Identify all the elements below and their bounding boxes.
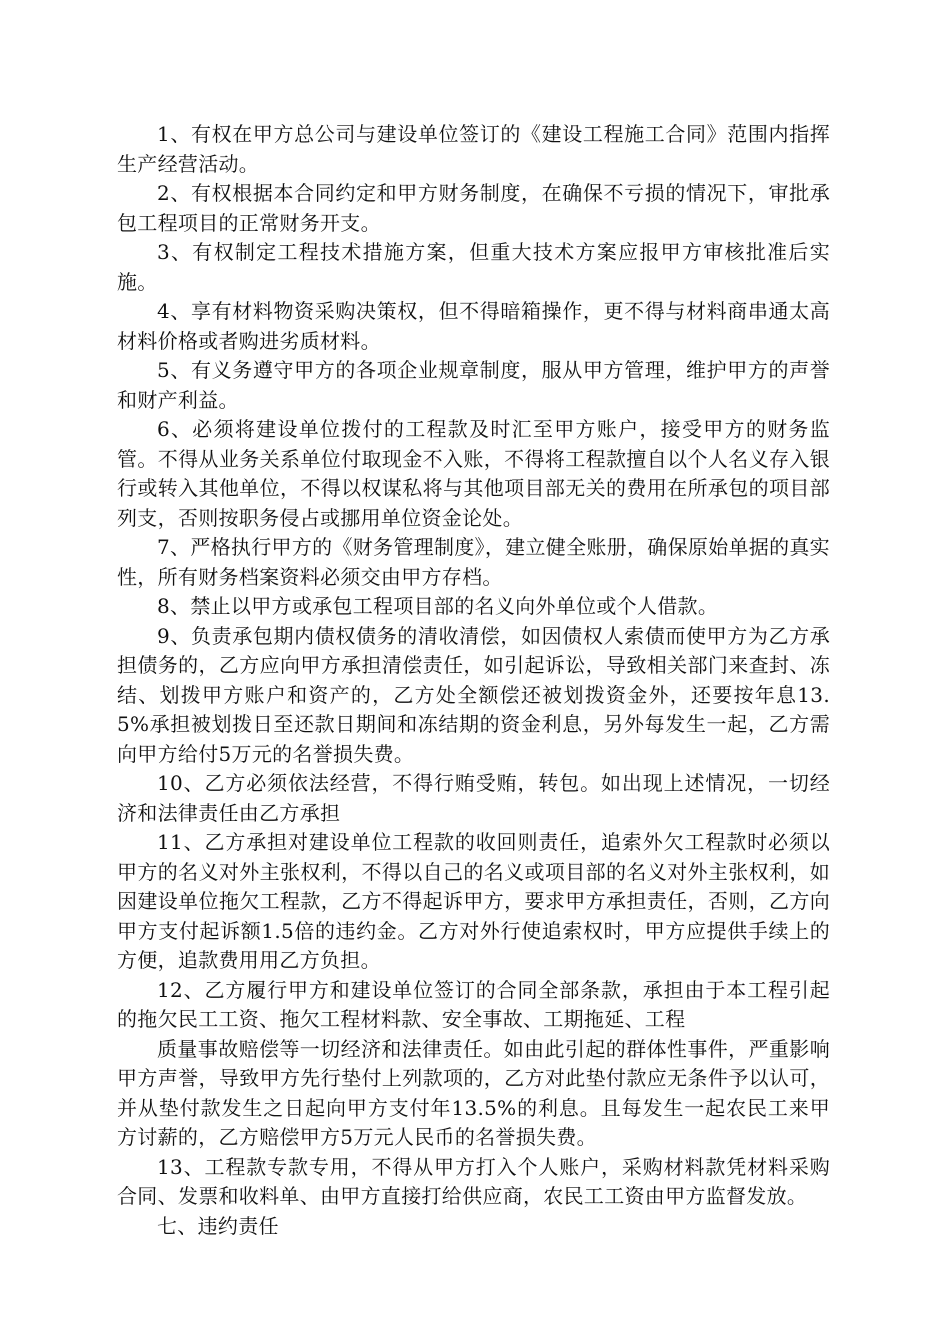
document-body — [117, 120, 830, 1241]
paragraph-2: 2、有权根据本合同约定和甲方财务制度，在确保不亏损的情况下，审批承包工程项目的正常财务开支。 — [117, 181, 830, 235]
paragraph-1: 1、有权在甲方总公司与建设单位签订的《建设工程施工合同》范围内指挥生产经营活动。 — [117, 122, 830, 176]
paragraph-5: 5、有义务遵守甲方的各项企业规章制度，服从甲方管理，维护甲方的声誉和财产利益。 — [117, 358, 830, 412]
paragraph-3: 3、有权制定工程技术措施方案，但重大技术方案应报甲方审核批准后实施。 — [117, 240, 830, 294]
paragraph-6: 6、必须将建设单位拨付的工程款及时汇至甲方账户，接受甲方的财务监管。不得从业务关系单位付取现金不入账，不得将工程款擅自以个人名义存入银行或转入其他单位，不得以权谋私将与其他项目部无关的费用在所承包的项目部列支，否则按职务侵占或挪用单位资金论处。 — [117, 417, 830, 530]
section-heading-breach-liability: 七、违约责任 — [157, 1213, 279, 1238]
paragraph-13: 13、工程款专款专用，不得从甲方打入个人账户，采购材料款凭材料采购合同、发票和收料单、由甲方直接打给供应商，农民工工资由甲方监督发放。 — [117, 1154, 830, 1208]
paragraph-4: 4、享有材料物资采购决策权，但不得暗箱操作，更不得与材料商串通太高材料价格或者购进劣质材料。 — [117, 299, 830, 353]
paragraph-12: 12、乙方履行甲方和建设单位签订的合同全部条款，承担由于本工程引起的拖欠民工工资、拖欠工程材料款、安全事故、工期拖延、工程 — [117, 977, 830, 1031]
paragraph-12-continued: 质量事故赔偿等一切经济和法律责任。如由此引起的群体性事件，严重影响甲方声誉，导致甲方先行垫付上列款项的，乙方对此垫付款应无条件予以认可，并从垫付款发生之日起向甲方支付年13.5%的利息。且每发生一起农民工来甲方讨薪的，乙方赔偿甲方5万元人民币的名誉损失费。 — [117, 1036, 830, 1149]
paragraph-7: 7、严格执行甲方的《财务管理制度》，建立健全账册，确保原始单据的真实性，所有财务档案资料必须交由甲方存档。 — [117, 535, 830, 589]
paragraph-8: 8、禁止以甲方或承包工程项目部的名义向外单位或个人借款。 — [157, 594, 719, 618]
paragraph-11: 11、乙方承担对建设单位工程款的收回则责任，追索外欠工程款时必须以甲方的名义对外主张权利，不得以自己的名义或项目部的名义对外主张权利，如因建设单位拖欠工程款，乙方不得起诉甲方，要求甲方承担责任，否则，乙方向甲方支付起诉额1.5倍的违约金。乙方对外行使追索权时，甲方应提供手续上的方便，追款费用用乙方负担。 — [117, 830, 830, 972]
paragraph-10: 10、乙方必须依法经营，不得行贿受贿，转包。如出现上述情况，一切经济和法律责任由乙方承担 — [117, 771, 830, 825]
paragraph-9: 9、负责承包期内债权债务的清收清偿，如因债权人索债而使甲方为乙方承担债务的，乙方应向甲方承担清偿责任，如引起诉讼，导致相关部门来查封、冻结、划拨甲方账户和资产的，乙方处全额偿还被划拨资金外，还要按年息13.5%承担被划拨日至还款日期间和冻结期的资金利息，另外每发生一起，乙方需向甲方给付5万元的名誉损失费。 — [117, 623, 830, 766]
